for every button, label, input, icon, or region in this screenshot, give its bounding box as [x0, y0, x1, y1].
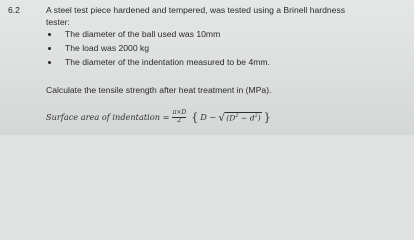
- formula-label: Surface area of indentation =: [46, 112, 170, 123]
- bullet-text: The diameter of the ball used was 10mm: [65, 29, 221, 39]
- radicand-close: ): [257, 113, 261, 123]
- radicand-exponent: 2: [235, 113, 239, 120]
- fraction-numerator: π×D: [172, 109, 187, 116]
- question-number: 6.2: [8, 5, 20, 15]
- bullet-icon: [48, 47, 51, 50]
- question-intro-line-2: tester:: [46, 17, 70, 27]
- formula-square-root: [218, 112, 261, 123]
- radicand-open: (D: [226, 113, 236, 123]
- formula-d-term: D −: [200, 112, 217, 123]
- formula-open-brace: {: [191, 110, 199, 124]
- bullet-item: [48, 58, 270, 67]
- radicand-exponent: 2: [254, 113, 258, 120]
- question-instruction: Calculate the tensile strength after heat treatment in (MPa).: [46, 85, 272, 95]
- bullet-item: [48, 44, 149, 53]
- bullet-text: The load was 2000 kg: [65, 43, 150, 53]
- sqrt-sign: √: [218, 110, 226, 124]
- bullet-icon: [48, 61, 51, 64]
- fraction-denominator: 2: [177, 117, 182, 125]
- formula-close-brace: }: [263, 110, 271, 124]
- bullet-text: The diameter of the indentation measured to be 4mm.: [65, 57, 270, 67]
- bullet-item: [48, 30, 220, 39]
- formula-fraction: [172, 110, 186, 125]
- bullet-icon: [48, 33, 51, 36]
- surface-area-formula: [46, 110, 273, 125]
- question-intro-line-1: A steel test piece hardened and tempered, was tested using a Brinell hardness: [46, 5, 346, 15]
- radicand-minus: − d: [238, 113, 255, 123]
- formula-radicand: [225, 112, 261, 122]
